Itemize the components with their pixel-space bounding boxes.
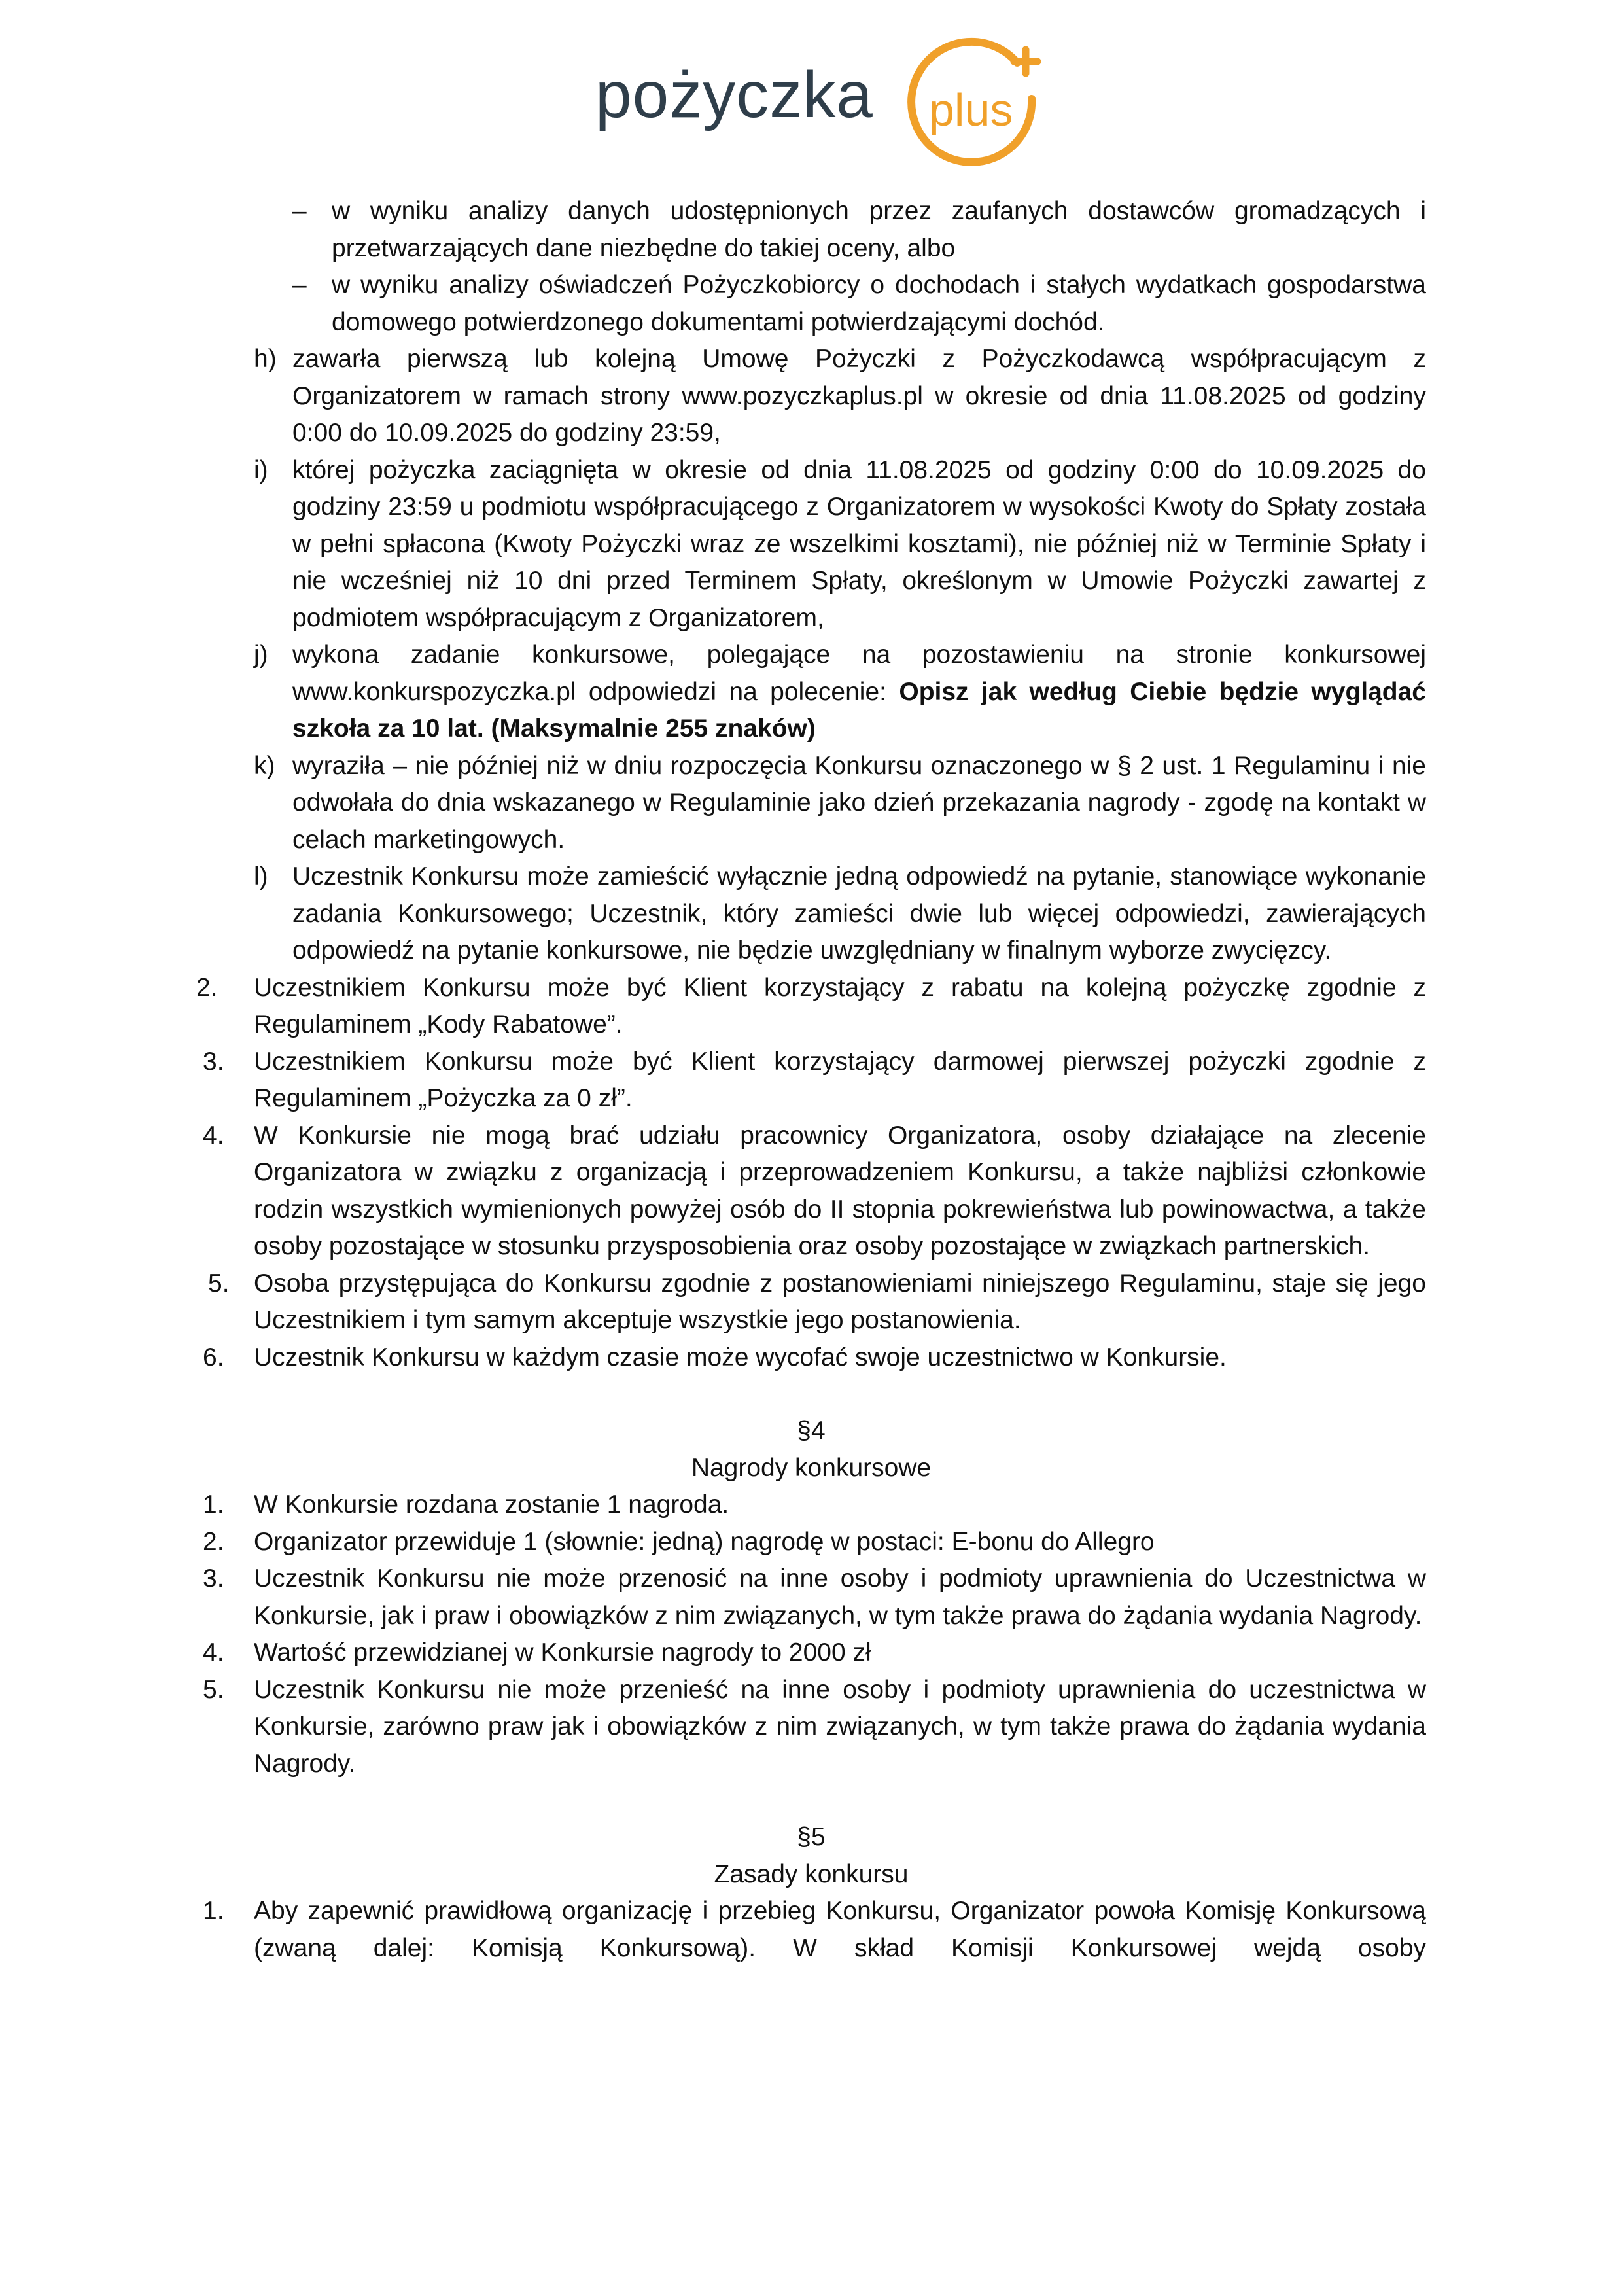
list-item-text-plain: Organizator przewiduje 1 (słownie: jedną) nagrodę w postaci: (254, 1527, 952, 1556)
section-5-number: §5 (797, 1823, 826, 1851)
list-item-i (196, 452, 1426, 637)
list-item-h (196, 341, 1426, 452)
numbered-item (196, 1524, 1426, 1561)
list-item-j (196, 637, 1426, 748)
list-marker: 6. (203, 1343, 224, 1371)
numbered-item (196, 1265, 1426, 1339)
list-item-text: wyraziła – nie później niż w dniu rozpoczęcia Konkursu oznaczonego w § 2 ust. 1 Regulaminu i nie odwołała do dnia wskazanego w Regulaminie jako dzień przekazania nagrody - zgodę na kontakt w celach marketingowych. (292, 751, 1426, 854)
section-4-title: Nagrody konkursowe (691, 1453, 932, 1482)
numbered-item (196, 1561, 1426, 1634)
logo-wordmark: pożyczka (595, 58, 873, 132)
dash-marker: – (292, 271, 307, 299)
list-item-text (254, 1524, 1426, 1561)
logo-badge-text: plus (929, 84, 1013, 135)
numbered-item (196, 970, 1426, 1044)
dash-item (196, 267, 1426, 341)
numbered-item (196, 1339, 1426, 1377)
section-4-number: §4 (797, 1417, 826, 1445)
spacer (196, 1376, 1426, 1413)
list-item-text: Uczestnikiem Konkursu może być Klient korzystający darmowej pierwszej pożyczki zgodnie z Regulaminem „Pożyczka za 0 zł”. (254, 1047, 1426, 1112)
dash-marker: – (292, 197, 307, 225)
numbered-item (196, 1634, 1426, 1672)
list-item-text-plain: Wartość przewidzianej w Konkursie nagrody to (254, 1638, 789, 1667)
list-item-text: Uczestnik Konkursu w każdym czasie może wycofać swoje uczestnictwo w Konkursie. (254, 1343, 1227, 1371)
spacer (196, 1782, 1426, 1819)
pozyczkaplus-logo (589, 33, 1047, 157)
list-item-text: Osoba przystępująca do Konkursu zgodnie z postanowieniami niniejszego Regulaminu, staje się jego Uczestnikiem i tym samym akceptuje wszystkie jego postanowienia. (254, 1269, 1426, 1334)
list-marker: 2. (203, 1527, 224, 1556)
section-5-title: Zasady konkursu (714, 1860, 909, 1888)
list-marker: 2. (196, 973, 218, 1002)
list-marker: 3. (203, 1047, 224, 1076)
list-marker: 5. (203, 1675, 224, 1704)
dash-item-text: w wyniku analizy danych udostępnionych przez zaufanych dostawców gromadzących i przetwarzających dane niezbędne do takiej oceny, albo (332, 197, 1426, 262)
numbered-item (196, 1893, 1426, 1967)
list-marker: j) (254, 641, 268, 669)
list-marker: 5. (208, 1269, 230, 1298)
list-marker: 4. (203, 1121, 224, 1150)
list-marker: i) (254, 455, 268, 484)
list-item-text: Uczestnikiem Konkursu może być Klient korzystający z rabatu na kolejną pożyczkę zgodnie z Regulaminem „Kody Rabatowe”. (254, 973, 1426, 1038)
list-marker: k) (254, 751, 275, 780)
dash-item-text: w wyniku analizy oświadczeń Pożyczkobiorcy o dochodach i stałych wydatkach gospodarstwa domowego potwierdzonego dokumentami potwierdzającymi dochód. (332, 271, 1426, 336)
list-item-k (196, 748, 1426, 859)
numbered-item (196, 1487, 1426, 1524)
prize-value: 2000 zł (788, 1638, 871, 1667)
list-item-text: Uczestnik Konkursu nie może przenosić na inne osoby i podmioty uprawnienia do Uczestnictwa w Konkursie, jak i praw i obowiązków z nim związanych, w tym także prawa do żądania wydania Nagrody. (254, 1564, 1426, 1630)
numbered-item (196, 1672, 1426, 1783)
list-item-text: W Konkursie rozdana zostanie 1 nagroda. (254, 1491, 729, 1519)
list-item-text: W Konkursie nie mogą brać udziału pracownicy Organizatora, osoby działające na zlecenie Organizatora w związku z organizacją i przeprowadzeniem Konkursu, a także najbliżsi członkowie rodzin wszystkich wymienionych powyżej osób do II stopnia pokrewieństwa lub powinowactwa, a także osoby pozostające w stosunku przysposobienia oraz osoby pozostające w związkach partnerskich. (254, 1121, 1426, 1260)
document-body (196, 193, 1426, 1967)
list-item-text (254, 1634, 1426, 1672)
list-item-text: zawarła pierwszą lub kolejną Umowę Pożyczki z Pożyczkodawcą współpracującym z Organizatorem w ramach strony www.pozyczkaplus.pl w okresie od dnia 11.08.2025 od godziny 0:00 do 10.09.2025 do godziny 23:59, (292, 345, 1426, 447)
list-item-text-plain: wykona zadanie konkursowe, polegające na pozostawieniu na stronie konkursowej www.konkurspozyczka.pl odpowiedzi na polecenie: (292, 641, 1426, 706)
numbered-item (196, 1118, 1426, 1265)
list-marker: 1. (203, 1897, 224, 1925)
list-marker: 4. (203, 1638, 224, 1667)
list-item-text: Uczestnik Konkursu nie może przenieść na inne osoby i podmioty uprawnienia do uczestnictwa w Konkursie, zarówno praw jak i obowiązków z nim związanych, w tym także prawa do żądania wydania Nagrody. (254, 1675, 1426, 1778)
list-item-text (292, 637, 1426, 748)
dash-item (196, 193, 1426, 267)
contest-question: Opisz jak według Ciebie będzie wyglądać szkoła za 10 lat. (Maksymalnie 255 znaków) (292, 677, 1426, 743)
list-item-text: Aby zapewnić prawidłową organizację i przebieg Konkursu, Organizator powoła Komisję Konkursową (zwaną dalej: Komisją Konkursową). W skład Komisji Konkursowej wejdą osoby (254, 1897, 1426, 1962)
numbered-item (196, 1044, 1426, 1118)
list-marker: l) (254, 862, 268, 891)
list-item-text: Uczestnik Konkursu może zamieścić wyłącznie jedną odpowiedź na pytanie, stanowiące wykonanie zadania Konkursowego; Uczestnik, który zamieści dwie lub więcej odpowiedzi, zawierających odpowiedź na pytanie konkursowe, nie będzie uwzględniany w finalnym wyborze zwycięzcy. (292, 862, 1426, 964)
list-item-l (196, 858, 1426, 970)
list-item-text: której pożyczka zaciągnięta w okresie od dnia 11.08.2025 od godziny 0:00 do 10.09.2025 do godziny 23:59 u podmiotu współpracującego z Organizatorem w wysokości Kwoty do Spłaty została w pełni spłacona (Kwoty Pożyczki wraz ze wszelkimi kosztami), nie później niż w Terminie Spłaty i nie wcześniej niż 10 dni przed Terminem Spłaty, określonym w Umowie Pożyczki zawartej z podmiotem współpracującym z Organizatorem, (292, 455, 1426, 632)
list-marker: 1. (203, 1491, 224, 1519)
list-marker: h) (254, 345, 277, 373)
prize-name: E-bonu do Allegro (951, 1527, 1155, 1556)
list-marker: 3. (203, 1564, 224, 1593)
